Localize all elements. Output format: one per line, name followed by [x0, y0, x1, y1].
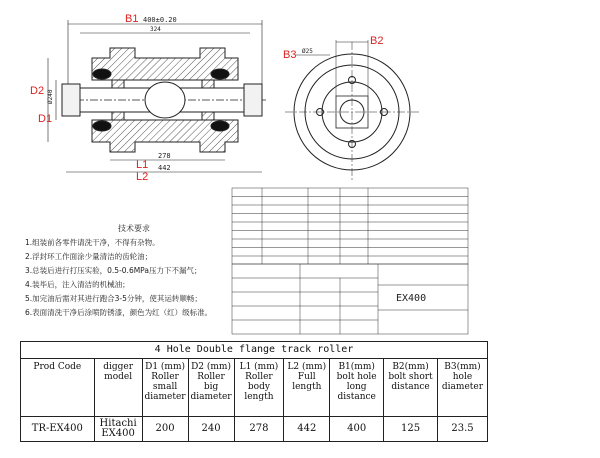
label-b2: B2: [370, 35, 384, 47]
cell-b2: 125: [384, 417, 438, 442]
roller-end-view: [285, 40, 420, 182]
label-b3: B3: [283, 49, 297, 61]
label-l2: L2: [136, 171, 149, 183]
tech-note: 4.装毕后，注入清洁的机械油；: [25, 280, 130, 289]
tech-note: 6.表面清洗干净后涂喷防锈漆，颜色为红（红）级标准。: [25, 308, 213, 317]
label-b1: B1: [125, 13, 139, 25]
dim-top-inner: 324: [150, 26, 161, 33]
header-d1: D1 (mm) Roller small diameter: [142, 359, 188, 417]
tech-notes-title: 技术要求: [118, 224, 150, 233]
cell-d2: 240: [188, 417, 234, 442]
title-block: [232, 264, 468, 334]
dim-side-top: Ø25: [302, 48, 313, 55]
label-l1: L1: [136, 159, 149, 171]
cell-d1: 200: [142, 417, 188, 442]
cell-prod-code: TR-EX400: [21, 417, 95, 442]
dim-b1: 400±0.20: [143, 16, 177, 24]
header-digger-model: digger model: [94, 359, 142, 417]
table-row: [21, 417, 488, 442]
dim-l2: 442: [158, 164, 171, 172]
tech-notes: [25, 237, 212, 318]
header-l1: L1 (mm) Roller body length: [234, 359, 284, 417]
roller-section-view: [62, 48, 268, 152]
header-b2: B2(mm) bolt short distance: [384, 359, 438, 417]
header-b1: B1(mm) bolt hole long distance: [330, 359, 384, 417]
cell-digger-model: Hitachi EX400: [94, 417, 142, 442]
header-prod-code: Prod Code: [21, 359, 95, 417]
spec-table-title-row: [21, 342, 488, 359]
parts-list: [232, 188, 468, 264]
spec-table-header-row: [21, 359, 488, 417]
label-d2: D2: [30, 85, 45, 97]
tech-note: 5.加完油后需对其进行跑合3-5分钟，使其运转顺畅；: [25, 294, 202, 303]
cell-l1: 278: [234, 417, 284, 442]
spec-table: [20, 341, 488, 442]
header-d2: D2 (mm) Roller big diameter: [188, 359, 234, 417]
dim-l1: 278: [158, 152, 171, 160]
cell-b3: 23.5: [437, 417, 487, 442]
label-d1: D1: [38, 113, 53, 125]
cell-b1: 400: [330, 417, 384, 442]
spec-table-title: 4 Hole Double flange track roller: [21, 342, 488, 359]
header-b3: B3(mm) hole diameter: [437, 359, 487, 417]
tech-note: 1.组装前各零件请洗干净，不得有杂物。: [25, 238, 160, 247]
tech-note: 2.浮封环工作面涂少量清洁的齿轮油；: [25, 252, 153, 261]
header-l2: L2 (mm) Full length: [284, 359, 330, 417]
dim-d2: Ø240: [47, 89, 54, 104]
tech-note: 3.总装后进行打压实验，0.5-0.6MPa压力下不漏气；: [25, 266, 202, 275]
titleblock-model: EX400: [396, 293, 427, 304]
cell-l2: 442: [284, 417, 330, 442]
